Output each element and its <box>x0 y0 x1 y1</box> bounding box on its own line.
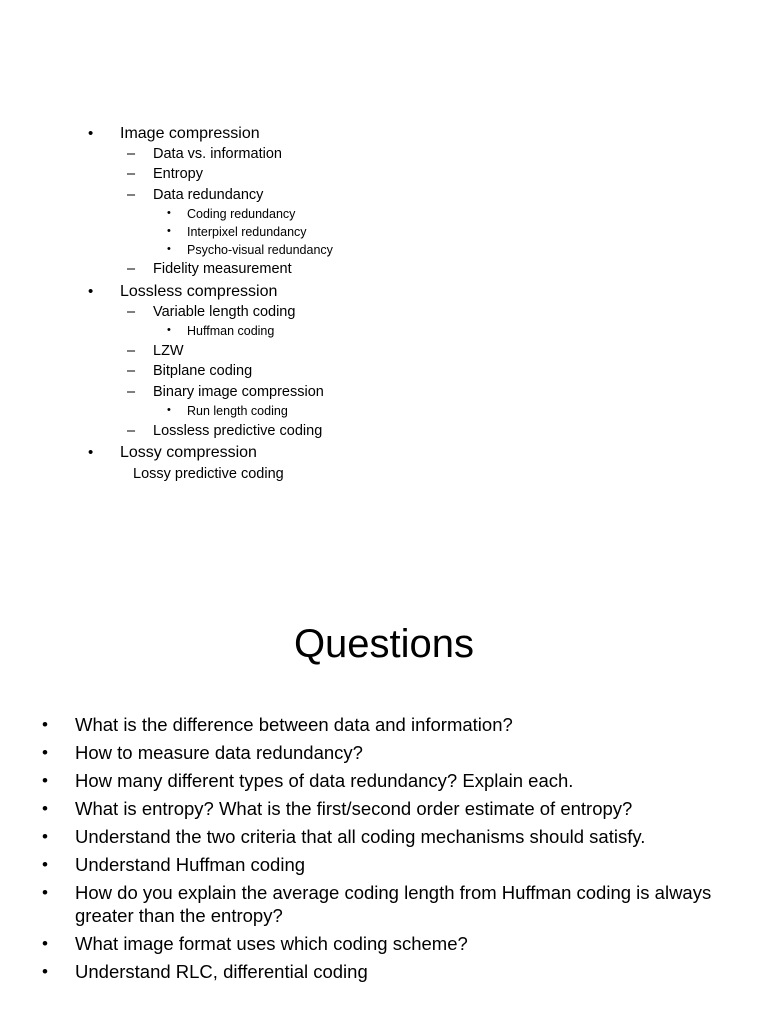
dash-marker: – <box>127 423 136 439</box>
outline-item-text: Data vs. information <box>153 146 282 162</box>
outline-item-text: Psycho-visual redundancy <box>187 243 333 257</box>
outline-item-text: Data redundancy <box>153 187 264 203</box>
questions-slide <box>0 512 768 1024</box>
question-text: How many different types of data redundancy? Explain each. <box>75 770 574 791</box>
outline-item-text: Binary image compression <box>153 384 324 400</box>
dash-marker: – <box>127 261 136 277</box>
bullet-marker: • <box>42 962 48 981</box>
dash-marker: – <box>127 146 136 162</box>
question-text: What is the difference between data and information? <box>75 714 513 735</box>
question-text: Understand RLC, differential coding <box>75 961 368 982</box>
bullet-marker: • <box>88 125 94 142</box>
bullet-marker: • <box>167 207 171 219</box>
bullet-marker: • <box>167 404 171 416</box>
outline-item-text: Image compression <box>120 125 260 142</box>
bullet-marker: • <box>42 855 48 874</box>
bullet-marker: • <box>42 934 48 953</box>
dash-marker: – <box>127 363 136 379</box>
bullet-marker: • <box>167 324 171 336</box>
bullet-marker: • <box>88 283 94 300</box>
outline-item-text: Variable length coding <box>153 304 296 320</box>
dash-marker: – <box>127 304 136 320</box>
question-text: How do you explain the average coding length from Huffman coding is always greater than the entropy? <box>75 882 712 926</box>
outline-item-text: Lossy predictive coding <box>133 466 284 482</box>
bullet-marker: • <box>42 743 48 762</box>
question-text: What is entropy? What is the first/second order estimate of entropy? <box>75 798 633 819</box>
question-text: Understand the two criteria that all coding mechanisms should satisfy. <box>75 826 646 847</box>
outline-item-text: Lossless compression <box>120 283 278 300</box>
bullet-marker: • <box>167 243 171 255</box>
outline-item-text: Lossy compression <box>120 444 257 461</box>
outline-item-text: Coding redundancy <box>187 207 296 221</box>
outline-item-text: Entropy <box>153 166 203 182</box>
outline-item-text: Huffman coding <box>187 324 275 338</box>
outline-item-text: Interpixel redundancy <box>187 225 307 239</box>
bullet-marker: • <box>42 827 48 846</box>
question-text: What image format uses which coding scheme? <box>75 933 468 954</box>
bullet-marker: • <box>42 799 48 818</box>
bullet-marker: • <box>167 225 171 237</box>
outline-item-text: Fidelity measurement <box>153 261 292 277</box>
outline-item-text: Bitplane coding <box>153 363 253 379</box>
question-text: Understand Huffman coding <box>75 854 306 875</box>
bullet-marker: • <box>42 883 48 902</box>
bullet-marker: • <box>88 444 94 461</box>
dash-marker: – <box>127 187 136 203</box>
dash-marker: – <box>127 384 136 400</box>
outline-item-text: Run length coding <box>187 404 288 418</box>
bullet-marker: • <box>42 715 48 734</box>
question-text: How to measure data redundancy? <box>75 742 363 763</box>
dash-marker: – <box>127 343 136 359</box>
outline-item-text: LZW <box>153 343 184 359</box>
slide-title: Questions <box>293 622 475 666</box>
bullet-marker: • <box>42 771 48 790</box>
outline-item-text: Lossless predictive coding <box>153 423 323 439</box>
dash-marker: – <box>127 166 136 182</box>
